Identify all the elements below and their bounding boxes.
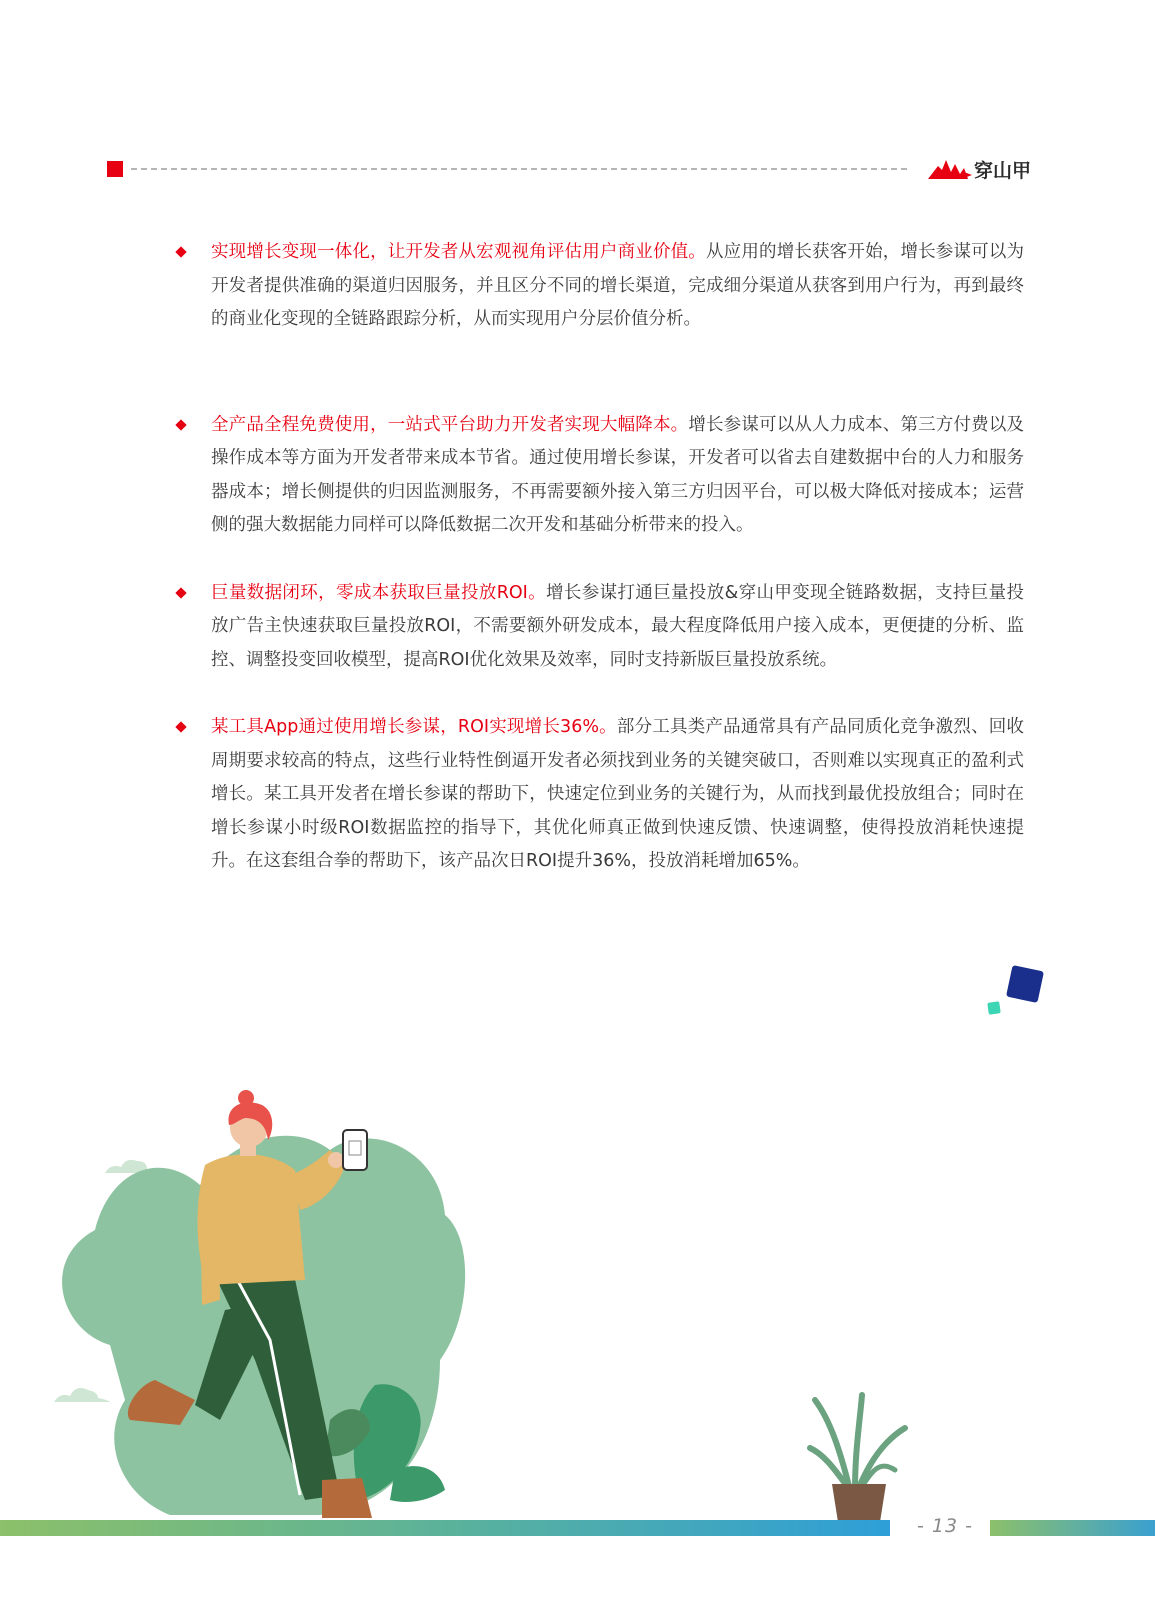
bullet-body: 增长参谋可以从人力成本、第三方付费以及操作成本等方面为开发者带来成本节省。通过使用增长参谋，开发者可以省去自建数据中台的人力和服务器成本；增长侧提供的归因监测服务，不再需要额外接入第三方归因平台，可以极大降低对接成本；运营侧的强大数据能力同样可以降低数据二次开发和基础分析带来的投入。 [211,414,1025,535]
small-leaf-shape [390,1466,445,1502]
bullet-item [174,236,1024,337]
person-back-boot [128,1380,195,1425]
person-head [230,1109,268,1147]
person-front-boot [322,1478,372,1518]
person-lower-arm [200,1190,220,1305]
plant-pot [832,1484,886,1522]
cloud-icon [370,1259,426,1275]
person-front-leg [210,1255,340,1500]
teal-square-icon [987,1001,1001,1015]
bullet-body: 从应用的增长获客开始，增长参谋可以为开发者提供准确的渠道归因服务，并且区分不同的增长渠道，完成细分渠道从获客到用户行为，再到最终的商业化变现的全链路跟踪分析，从而实现用户分层价值分析。 [211,242,1025,329]
bullet-lead: 全产品全程免费使用，一站式平台助力开发者实现大幅降本。 [211,414,689,435]
person-arm [290,1150,345,1210]
bullet-item [174,577,1024,678]
plant-leaf [855,1395,862,1490]
page-number: - 13 - [917,1515,973,1537]
bush-shape [62,1136,465,1515]
header-dashed-divider [131,168,907,170]
diamond-bullet-icon [175,246,186,257]
person-torso [198,1154,306,1285]
plant-leaf [810,1448,850,1490]
bullet-lead: 巨量数据闭环，零成本获取巨量投放ROI。 [211,582,547,603]
small-leaf-shape [325,1409,370,1456]
header-red-square [107,161,123,177]
small-leaf-shape [354,1384,421,1500]
bullet-body: 部分工具类产品通常具有产品同质化竞争激烈、回收周期要求较高的特点，这些行业特性倒逼开发者必须找到业务的关键突破口，否则难以实现真正的盈利式增长。某工具开发者在增长参谋的帮助下，快速定位到业务的关键行为，从而找到最优投放组合；同时在增长参谋小时级ROI数据监控的指导下，其优化师真正做到快速反馈、快速调整，使得投放消耗快速提升。在这套组合拳的帮助下，该产品次日ROI提升36%，投放消耗增加65%。 [211,717,1024,871]
bullet-item [174,711,1024,879]
cloud-icon [105,1160,160,1173]
cloud-icon [54,1388,110,1402]
bullet-lead: 某工具App通过使用增长参谋，ROI实现增长36%。 [211,717,617,737]
person-hand [328,1152,344,1168]
footer-gradient-bar-left [0,1520,890,1536]
diamond-bullet-icon [175,587,186,598]
pangolin-logo-icon [928,158,972,180]
phone-icon [343,1130,367,1170]
person-back-leg [195,1300,280,1420]
diamond-bullet-icon [175,419,186,430]
main-content [174,236,1024,879]
plant-leaf [815,1400,850,1490]
person-hair [228,1102,272,1140]
person-stripe [232,1270,300,1495]
navy-square-icon [1006,965,1044,1003]
plant-leaf [858,1428,905,1490]
diamond-bullet-icon [175,721,186,732]
logo-text: 穿山甲 [974,159,1032,182]
bullet-body: 增长参谋打通巨量投放&穿山甲变现全链路数据，支持巨量投放广告主快速获取巨量投放ROI，不需要额外研发成本，最大程度降低用户接入成本，更便捷的分析、监控、调整投变回收模型，提高ROI优化效果及效率，同时支持新版巨量投放系统。 [211,582,1024,670]
footer-gradient-bar-right [990,1520,1155,1536]
plant-leaf [860,1466,895,1490]
bullet-item [174,409,1024,543]
bullet-lead: 实现增长变现一体化，让开发者从宏观视角评估用户商业价值。 [211,242,706,262]
brand-logo [928,154,1031,184]
